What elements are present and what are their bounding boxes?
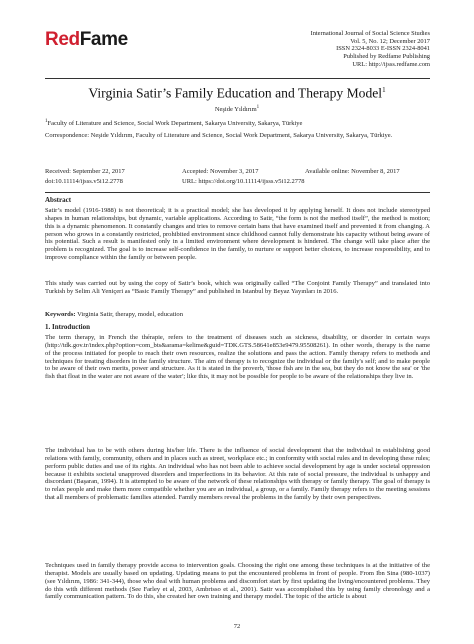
- intro-paragraph-1: The term therapy, in French the thérapie, refers to the treatment of diseases such as sickness, disability, or disorder in certain ways (http://tdk.gov.tr/index.php?option=com_bts&arama=kelime&guid=TDK.GTS.58641e853e9479.95508261). In other words, therapy is the name of the process initiated for people to reach their own resources, realize the solutions and pass the action. Family therapy refers to methods and techniques for treating disorders in the family structure. The aim of therapy is to recognize the individual or the family's self; and to make people to be aware of their own merits, power and structure. As it is stated in the proverb, 'those fish are in the sea, but they do not know the sea' or 'the fish that float in the water are not aware of the water'; like this, it may not be possible for people to be aware of the relationships they live in.: [45, 334, 430, 381]
- keywords-text: Virginia Satir, therapy, model, education: [77, 311, 183, 318]
- affiliation-text: Faculty of Literature and Science, Social Work Department, Sakarya University, Sakarya, Türkiye: [47, 120, 303, 128]
- intro-paragraph-3: Techniques used in family therapy provide access to intervention goals. Choosing the right one among these techniques is at the initiative of the therapist. Models are usually based on updating. Updating means to put the encountered problems in front of people. From Ibn Sina (980-1037) (see Yıldırım, 1986: 341-344), those who deal with human problems and discomfort start by first updating the living/encountered problems. They do this with different methods (See Farley et al, 2003, Ambrisso et al., 2001). Satir was accomplished this by using family chronology and a family communication pattern. To do this, she created her own training and therapy model. The topic of the article is about: [45, 562, 430, 601]
- keywords: [45, 311, 430, 319]
- publisher-logo[interactable]: [45, 30, 128, 49]
- correspondence: Correspondence: Neşide Yıldırım, Faculty of Literature and Science, Social Work Department, Sakarya University, Sakarya, Türkiye.: [45, 132, 393, 139]
- affiliation: [45, 118, 430, 128]
- section-heading-introduction: 1. Introduction: [45, 323, 90, 331]
- doi-text[interactable]: doi:10.11114/ijsss.v5i12.2778: [45, 178, 123, 185]
- title-text: Virginia Satir’s Family Education and Therapy Model: [88, 85, 383, 101]
- article-title: [40, 82, 434, 102]
- journal-issn: ISSN 2324-8033 E-ISSN 2324-8041: [336, 45, 430, 53]
- title-footnote-mark: 1: [382, 86, 386, 94]
- author-footnote-mark: 1: [256, 105, 260, 110]
- journal-publisher: Published by Redfame Publishing: [343, 53, 430, 61]
- journal-volume: Vol. 5, No. 12; December 2017: [350, 37, 430, 45]
- accepted-date: Accepted: November 3, 2017: [182, 168, 259, 175]
- abstract-paragraph-2: This study was carried out by using the copy of Satir’s book, which was originally called “The Conjoint Family Therapy” and translated into Turkish by Selim Ali Yeniçeri as “Basic Family Therapy” and published in Istanbul by Beyaz Yayınları in 2016.: [45, 280, 430, 295]
- logo-red-part: Red: [45, 29, 80, 50]
- doi-url[interactable]: URL: https://doi.org/10.11114/ijsss.v5i12.2778: [182, 178, 305, 185]
- received-date: Received: September 22, 2017: [45, 168, 125, 175]
- abstract-heading: Abstract: [45, 196, 72, 204]
- journal-url[interactable]: URL: http://ijsss.redfame.com: [352, 60, 430, 68]
- page-number: 72: [233, 623, 241, 630]
- journal-name: International Journal of Social Science Studies: [310, 30, 430, 37]
- article-dates: [45, 167, 430, 187]
- header-rule: [45, 78, 430, 79]
- available-date: Available online: November 8, 2017: [305, 168, 400, 175]
- author-line: [40, 104, 434, 114]
- keywords-label: Keywords:: [45, 311, 76, 318]
- affiliation-mark: 1: [45, 119, 48, 124]
- author-name: Neşide Yıldırım: [214, 106, 257, 114]
- abstract-rule: [45, 192, 430, 193]
- journal-info: [230, 30, 430, 69]
- intro-paragraph-2: The individual has to be with others during his/her life. There is the influence of social development that the individual in establishing good relations with family, community, others and in places such as street, workplace etc.; in conformity with social rules and in developing these rules; perform public duties and use of its rights. An individual who has not been able to achieve social development by age is under societal oppression because it exhibits societal unapproved disorders and imperfections in its behavior. At this rate of social pressure, the individual is unhappy and discordant (Başaran, 1994). It is attempted to be aware of the network of these relationships with therapy or family therapy. The goal of therapy is to relax people and make them more compatible whether you are an individual, a group, or a family. Family therapy refers to the meeting sessions that all members of problematic families attended. Family members reveal the problems in the family by their own perspectives.: [45, 447, 430, 502]
- abstract-paragraph-1: Satir’s model (1916-1988) is not theoretical; it is a practical model; she has developed it by applying herself. It does not include stereotyped shapes in human relationships, but dynamic, variable applications. According to Satir, “the form is not the method itself”, the method is motion; this is a dynamic phenomenon. It constantly changes and tries to remove certain bans that have examined itself and prevented it from changing. A person who grows in a constantly restricted, prohibited environment since childhood cannot fully demonstrate his capacity without being aware of his potential. Such a result is manifested only in a limited environment where development is hindered. The change will take place after the problem is recognized. The goal is to increase self-confidence in the family, to nurture or support better choices, to increase responsibility, and to improve compliance within the family or between people.: [45, 207, 430, 262]
- logo-dark-part: Fame: [79, 29, 128, 50]
